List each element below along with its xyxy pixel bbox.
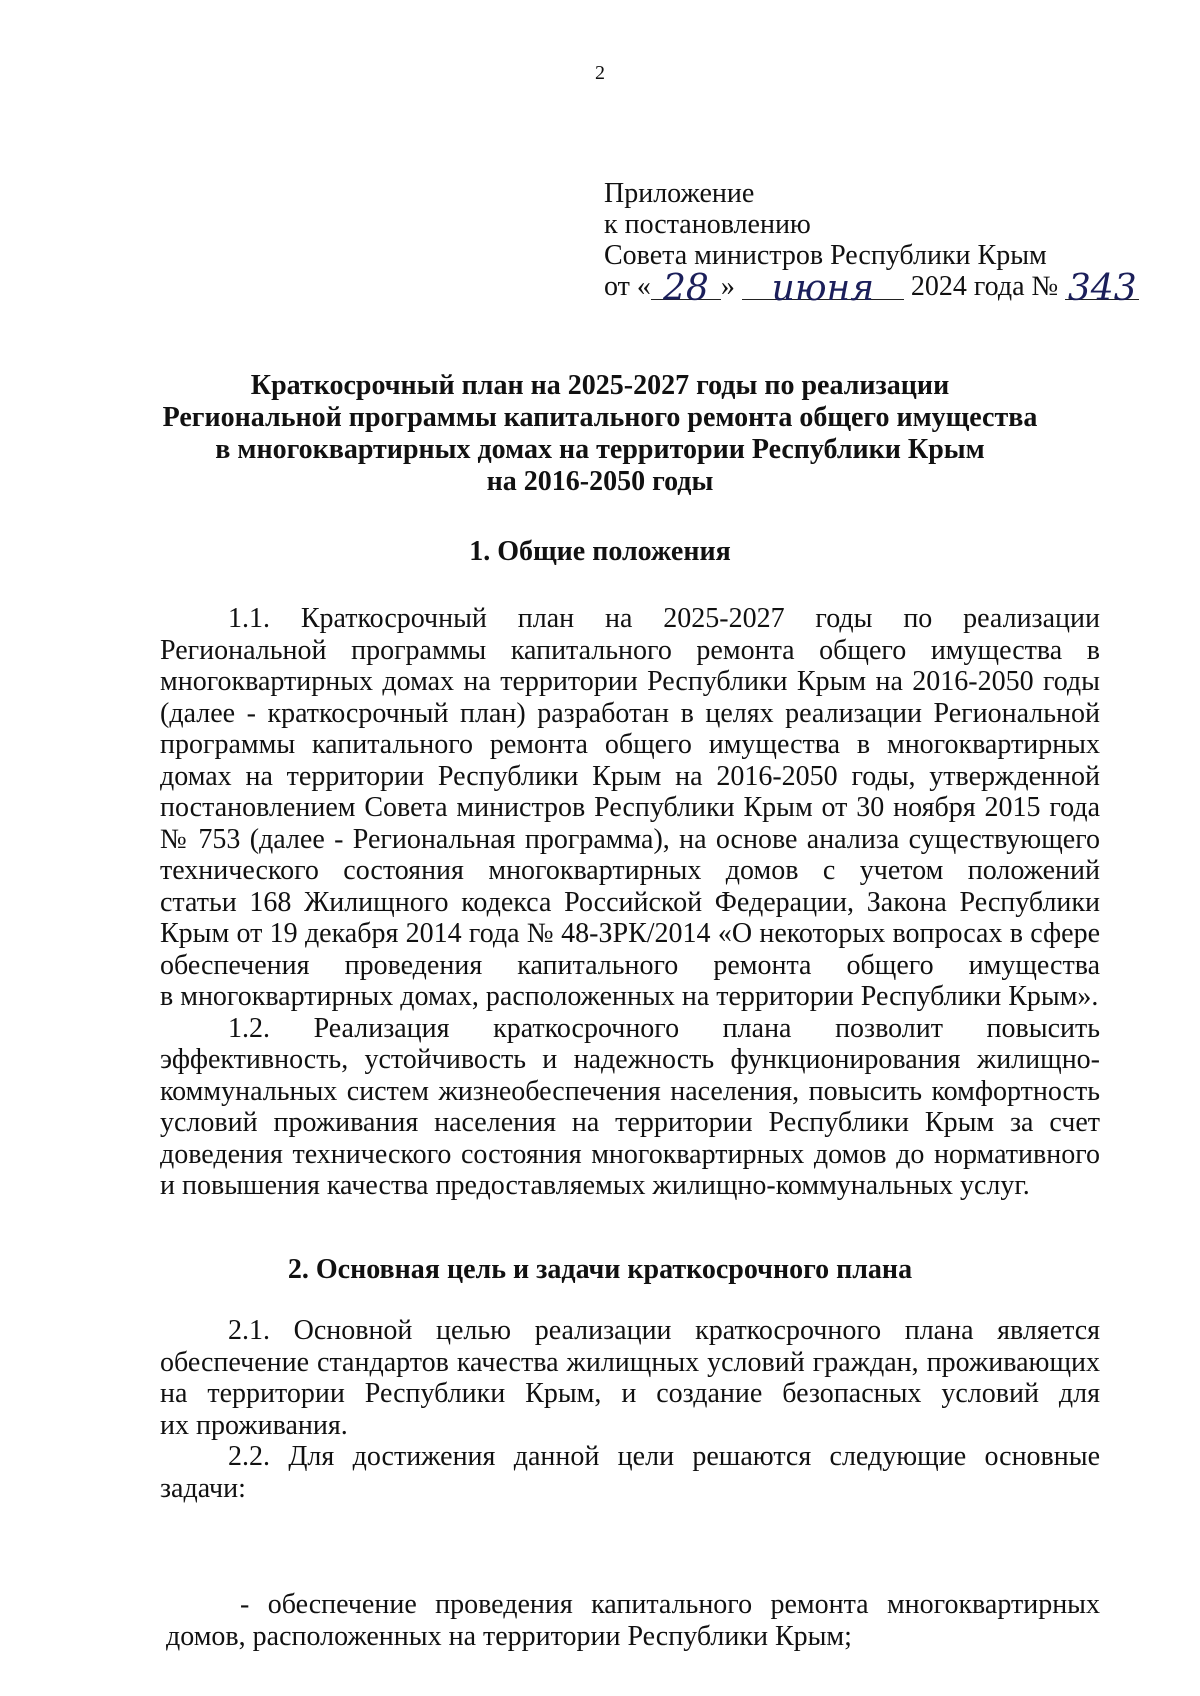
body-line: 2.2. Для достижения данной цели решаются следующие основные <box>228 1441 1100 1472</box>
section-1-heading: 1. Общие положения <box>469 536 731 567</box>
date-number-handwritten: 343 <box>1067 268 1137 309</box>
body-line: (далее - краткосрочный план) разработан в целях реализации Региональной <box>160 697 1100 729</box>
body-line: на территории Республики Крым, и создание безопасных условий для <box>160 1378 1100 1409</box>
body-line: программы капитального ремонта общего имущества в многоквартирных <box>160 729 1100 760</box>
body-line: задачи: <box>160 1472 246 1504</box>
date-day-field <box>651 268 721 309</box>
body-line: Региональной программы капитального ремонта общего имущества в <box>160 634 1100 666</box>
body-line: 1.2. Реализация краткосрочного плана позволит повысить <box>228 1012 1100 1044</box>
body-line: 1.1. Краткосрочный план на 2025-2027 годы по реализации <box>228 603 1100 634</box>
appendix-line-1: Приложение <box>604 178 755 209</box>
body-line: статьи 168 Жилищного кодекса Российской Федерации, Закона Республики <box>160 886 1100 918</box>
date-day-handwritten: 28 <box>662 268 709 309</box>
page-number: 2 <box>595 62 605 84</box>
date-month-field <box>742 268 904 309</box>
appendix-block <box>604 178 1139 309</box>
date-mid: » <box>720 271 735 302</box>
appendix-line-3: Совета министров Республики Крым <box>604 240 1047 271</box>
date-prefix: от « <box>604 271 651 302</box>
body-line: технического состояния многоквартирных домов с учетом положений <box>160 855 1100 886</box>
body-line: доведения технического состояния многоквартирных домов до нормативного <box>160 1138 1100 1170</box>
document-title <box>0 370 1200 498</box>
title-line: Краткосрочный план на 2025-2027 годы по реализации <box>250 370 950 401</box>
date-month-handwritten: июня <box>771 268 875 309</box>
body-line: домах на территории Республики Крым на 2016-2050 годы, утвержденной <box>160 760 1100 792</box>
section-2-body <box>160 1315 1100 1504</box>
list-item-line: домов, расположенных на территории Республики Крым; <box>166 1620 852 1652</box>
body-line: обеспечение стандартов качества жилищных условий граждан, проживающих <box>160 1346 1100 1378</box>
body-line: 2.1. Основной целью реализации краткосрочного плана является <box>228 1315 1100 1346</box>
body-line: эффективность, устойчивость и надежность функционирования жилищно- <box>160 1044 1100 1075</box>
body-line: их проживания. <box>160 1409 348 1441</box>
body-line: условий проживания населения на территории Республики Крым за счет <box>160 1107 1100 1138</box>
title-line: Региональной программы капитального ремонта общего имущества <box>162 402 1038 433</box>
body-line: Крым от 19 декабря 2014 года № 48-ЗРК/2014 «О некоторых вопросах в сфере <box>160 918 1100 949</box>
body-line: многоквартирных домах на территории Республики Крым на 2016-2050 годы <box>160 666 1100 697</box>
body-line: постановлением Совета министров Республики Крым от 30 ноября 2015 года <box>160 792 1100 823</box>
appendix-line-2: к постановлению <box>604 209 811 240</box>
title-line: на 2016-2050 годы <box>486 466 714 497</box>
body-line: в многоквартирных домах, расположенных на территории Республики Крым». <box>160 981 1099 1012</box>
body-line: № 753 (далее - Региональная программа), на основе анализа существующего <box>160 823 1100 855</box>
date-number-field <box>1065 268 1139 309</box>
appendix-date-line <box>604 268 1139 309</box>
date-year: 2024 года № <box>910 271 1059 302</box>
task-list <box>160 1589 1100 1652</box>
list-item-line: - обеспечение проведения капитального ремонта многоквартирных <box>240 1589 1100 1620</box>
body-line: обеспечения проведения капитального ремонта общего имущества <box>160 949 1100 981</box>
body-line: коммунальных систем жизнеобеспечения населения, повысить комфортность <box>160 1075 1100 1107</box>
title-line: в многоквартирных домах на территории Республики Крым <box>215 434 985 465</box>
section-1-body <box>160 603 1100 1202</box>
body-line: и повышения качества предоставляемых жилищно-коммунальных услуг. <box>160 1170 1030 1201</box>
section-2-heading: 2. Основная цель и задачи краткосрочного плана <box>287 1254 913 1285</box>
